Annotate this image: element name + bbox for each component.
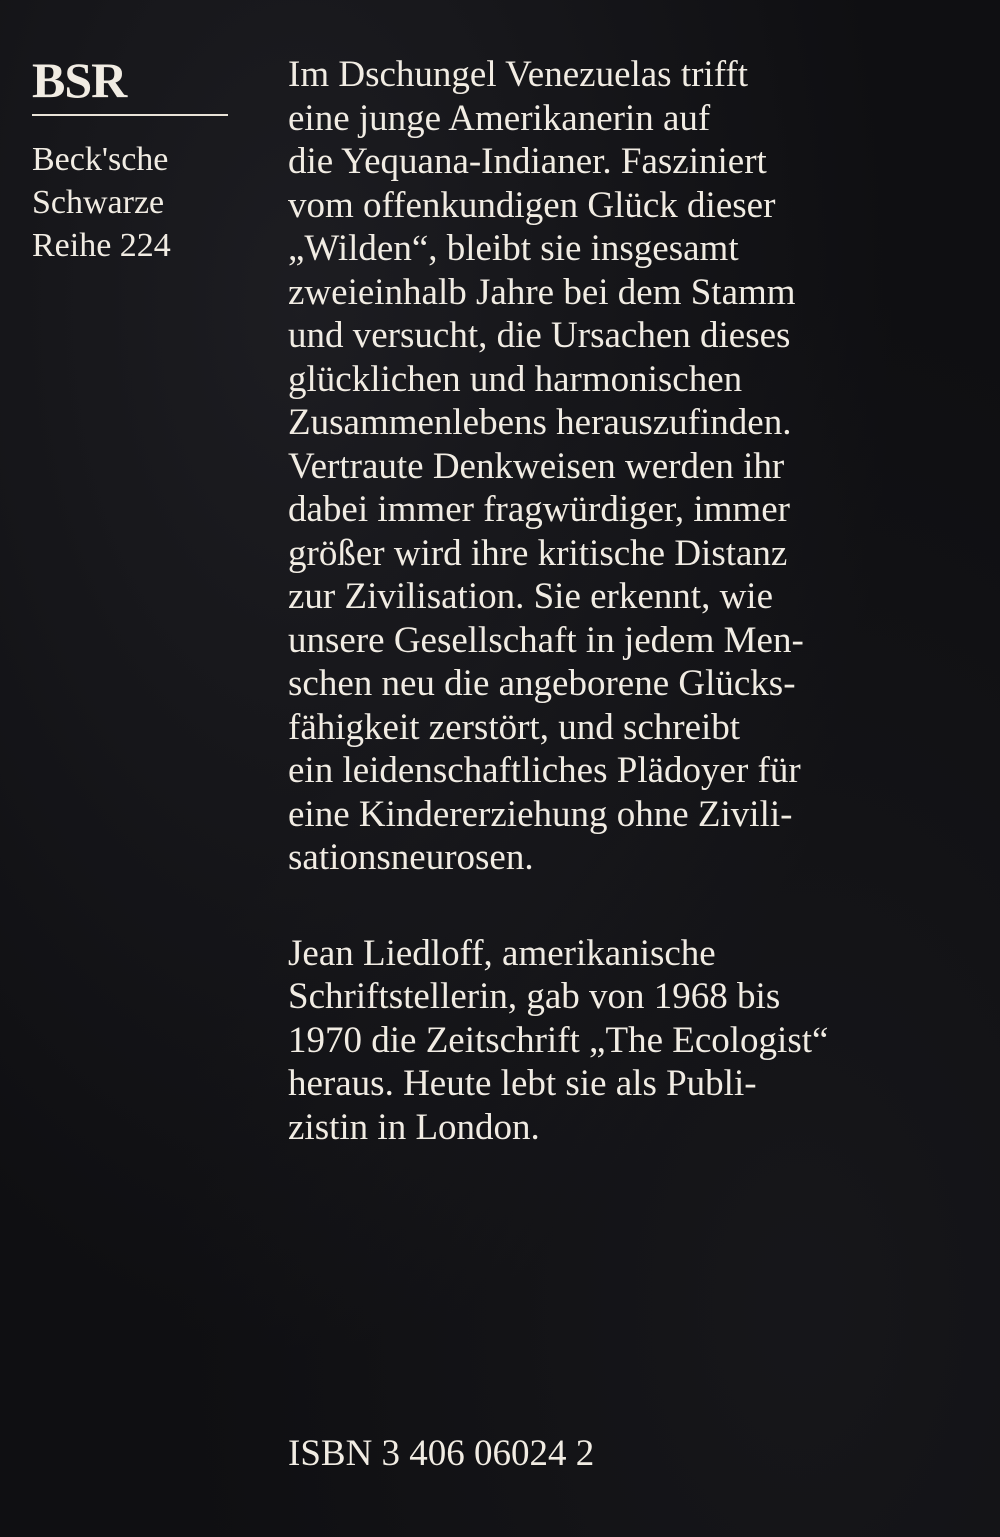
description-line: eine junge Amerikanerin auf [288, 97, 711, 139]
isbn-number: ISBN 3 406 06024 2 [288, 1433, 595, 1474]
description-line: größer wird ihre kritische Distanz [288, 532, 788, 574]
author-bio-line: Jean Liedloff, amerikanische [288, 932, 716, 974]
description-line: fähigkeit zerstört, und schreibt [288, 706, 741, 748]
description-line: zur Zivilisation. Sie erkennt, wie [288, 576, 773, 617]
author-bio-line: 1970 die Zeitschrift „The Ecologist“ [288, 1019, 829, 1061]
description-line: „Wilden“, bleibt sie insgesamt [288, 228, 739, 269]
description-paragraph [288, 53, 968, 880]
description-line: eine Kindererziehung ohne Zivili- [288, 793, 793, 835]
paragraph-gap [288, 880, 968, 932]
description-line: sationsneurosen. [288, 837, 534, 878]
description-line: Zusammenlebens herauszufinden. [288, 402, 792, 443]
description-line: unsere Gesellschaft in jedem Men- [288, 619, 804, 661]
description-line: die Yequana-Indianer. Fasziniert [288, 141, 767, 182]
description-line: Vertraute Denkweisen werden ihr [288, 445, 785, 487]
description-line: Im Dschungel Venezuelas trifft [288, 54, 748, 95]
author-bio-line: Schriftstellerin, gab von 1968 bis [288, 976, 781, 1017]
description-line: schen neu die angeborene Glücks- [288, 663, 796, 704]
series-name-line: Schwarze [32, 184, 165, 221]
author-bio-paragraph [288, 932, 968, 1150]
description-line: und versucht, die Ursachen dieses [288, 315, 791, 356]
author-bio-line: heraus. Heute lebt sie als Publi- [288, 1063, 757, 1104]
series-abbreviation: BSR [32, 52, 127, 108]
description-line: glücklichen und harmonischen [288, 358, 743, 400]
series-name-line: Beck'sche [32, 141, 169, 178]
blurb-column [288, 53, 968, 1149]
description-line: dabei immer fragwürdiger, immer [288, 489, 790, 530]
description-line: zweieinhalb Jahre bei dem Stamm [288, 271, 796, 313]
description-line: ein leidenschaftliches Plädoyer für [288, 750, 801, 791]
series-divider [32, 114, 228, 116]
description-line: vom offenkundigen Glück dieser [288, 184, 776, 226]
series-block [32, 52, 232, 267]
author-bio-line: zistin in London. [288, 1106, 540, 1148]
series-name-line: Reihe 224 [32, 227, 171, 264]
